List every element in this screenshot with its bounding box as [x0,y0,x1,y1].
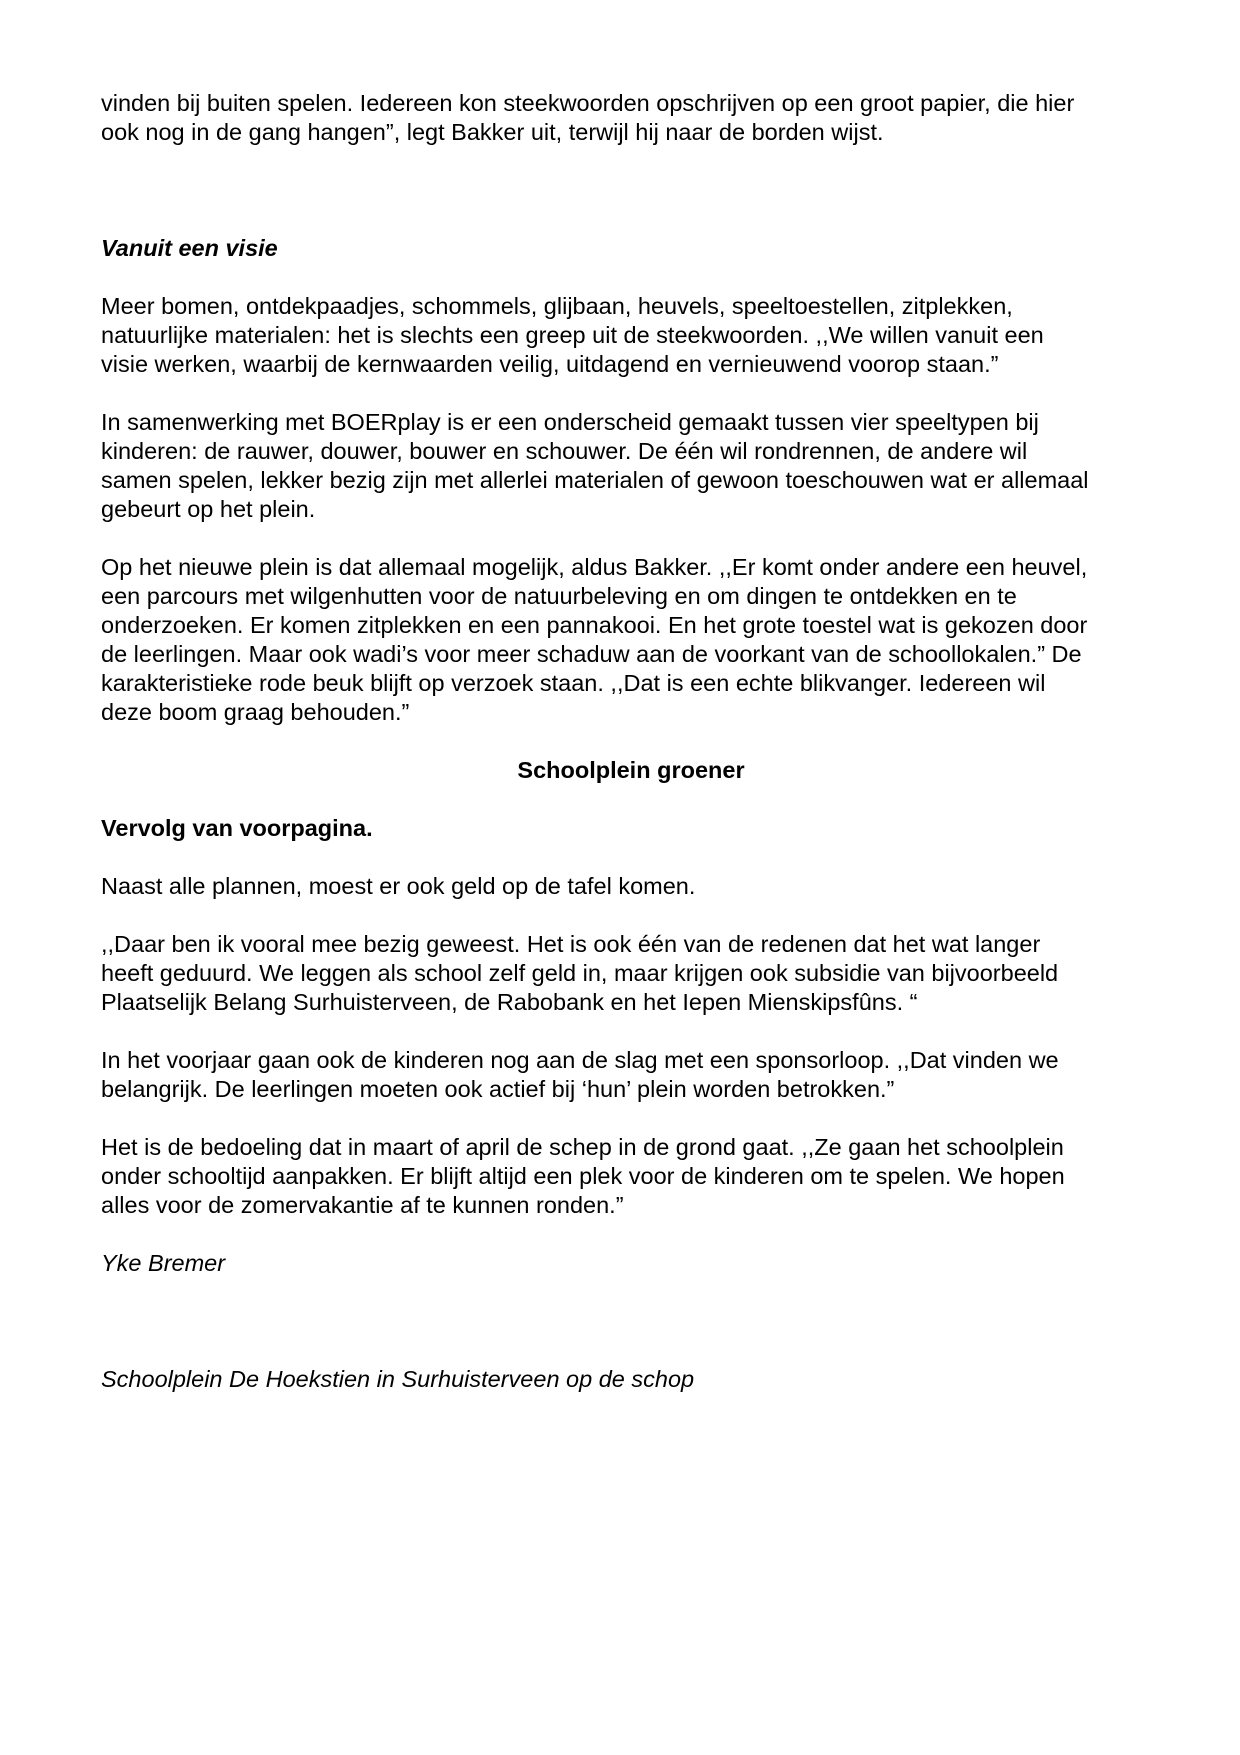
body-paragraph: In het voorjaar gaan ook de kinderen nog aan de slag met een sponsorloop. ,,Dat vinden we belangrijk. De leerlingen moeten ook actief bij ‘hun’ plein worden betrokken.” [101,1047,1059,1102]
body-paragraph: Op het nieuwe plein is dat allemaal mogelijk, aldus Bakker. ,,Er komt onder andere een heuvel, een parcours met wilgenhutten voor de natuurbeleving en om dingen te ontdekken en te onderzoeken. Er komen zitplekken en een pannakooi. En het grote toestel wat is gekozen door de leerlingen. Maar ook wadi’s voor meer schaduw aan de voorkant van de schoollokalen.” De karakteristieke rode beuk blijft op verzoek staan. ,,Dat is een echte blikvanger. Iedereen wil deze boom graag behouden.” [101,554,1088,725]
body-paragraph: Het is de bedoeling dat in maart of april de schep in de grond gaat. ,,Ze gaan het schoolplein onder schooltijd aanpakken. Er blijft altijd een plek voor de kinderen om te spelen. We hopen alles voor de zomervakantie af te kunnen ronden.” [101,1134,1065,1218]
section-title-greener: Schoolplein groener [517,757,745,783]
body-paragraph: Naast alle plannen, moest er ook geld op de tafel komen. [101,873,696,899]
author-byline: Yke Bremer [101,1250,226,1276]
continuation-subheading: Vervolg van voorpagina. [101,815,373,841]
spacer [101,176,1161,234]
intro-paragraph: vinden bij buiten spelen. Iedereen kon steekwoorden opschrijven op een groot papier, die hier ook nog in de gang hangen”, legt Bakker uit, terwijl hij naar de borden wijst. [101,90,1075,145]
spacer [101,1307,1161,1365]
body-paragraph: Meer bomen, ontdekpaadjes, schommels, glijbaan, heuvels, speeltoestellen, zitplekken, natuurlijke materialen: het is slechts een greep uit de steekwoorden. ,,We willen vanuit een visie werken, waarbij de kernwaarden veilig, uitdagend en vernieuwend voorop staan.” [101,293,1044,377]
section-heading-vision: Vanuit een visie [101,235,278,261]
body-paragraph: In samenwerking met BOERplay is er een onderscheid gemaakt tussen vier speeltypen bij kinderen: de rauwer, douwer, bouwer en schouwer. De één wil rondrennen, de andere wil samen spelen, lekker bezig zijn met allerlei materialen of gewoon toeschouwen wat er allemaal gebeurt op het plein. [101,409,1089,522]
document-page [101,89,1161,1423]
article-caption: Schoolplein De Hoekstien in Surhuisterveen op de schop [101,1366,695,1392]
body-paragraph: ,,Daar ben ik vooral mee bezig geweest. Het is ook één van de redenen dat het wat langer heeft geduurd. We leggen als school zelf geld in, maar krijgen ook subsidie van bijvoorbeeld Plaatselijk Belang Surhuisterveen, de Rabobank en het Iepen Mienskipsfûns. “ [101,931,1059,1015]
